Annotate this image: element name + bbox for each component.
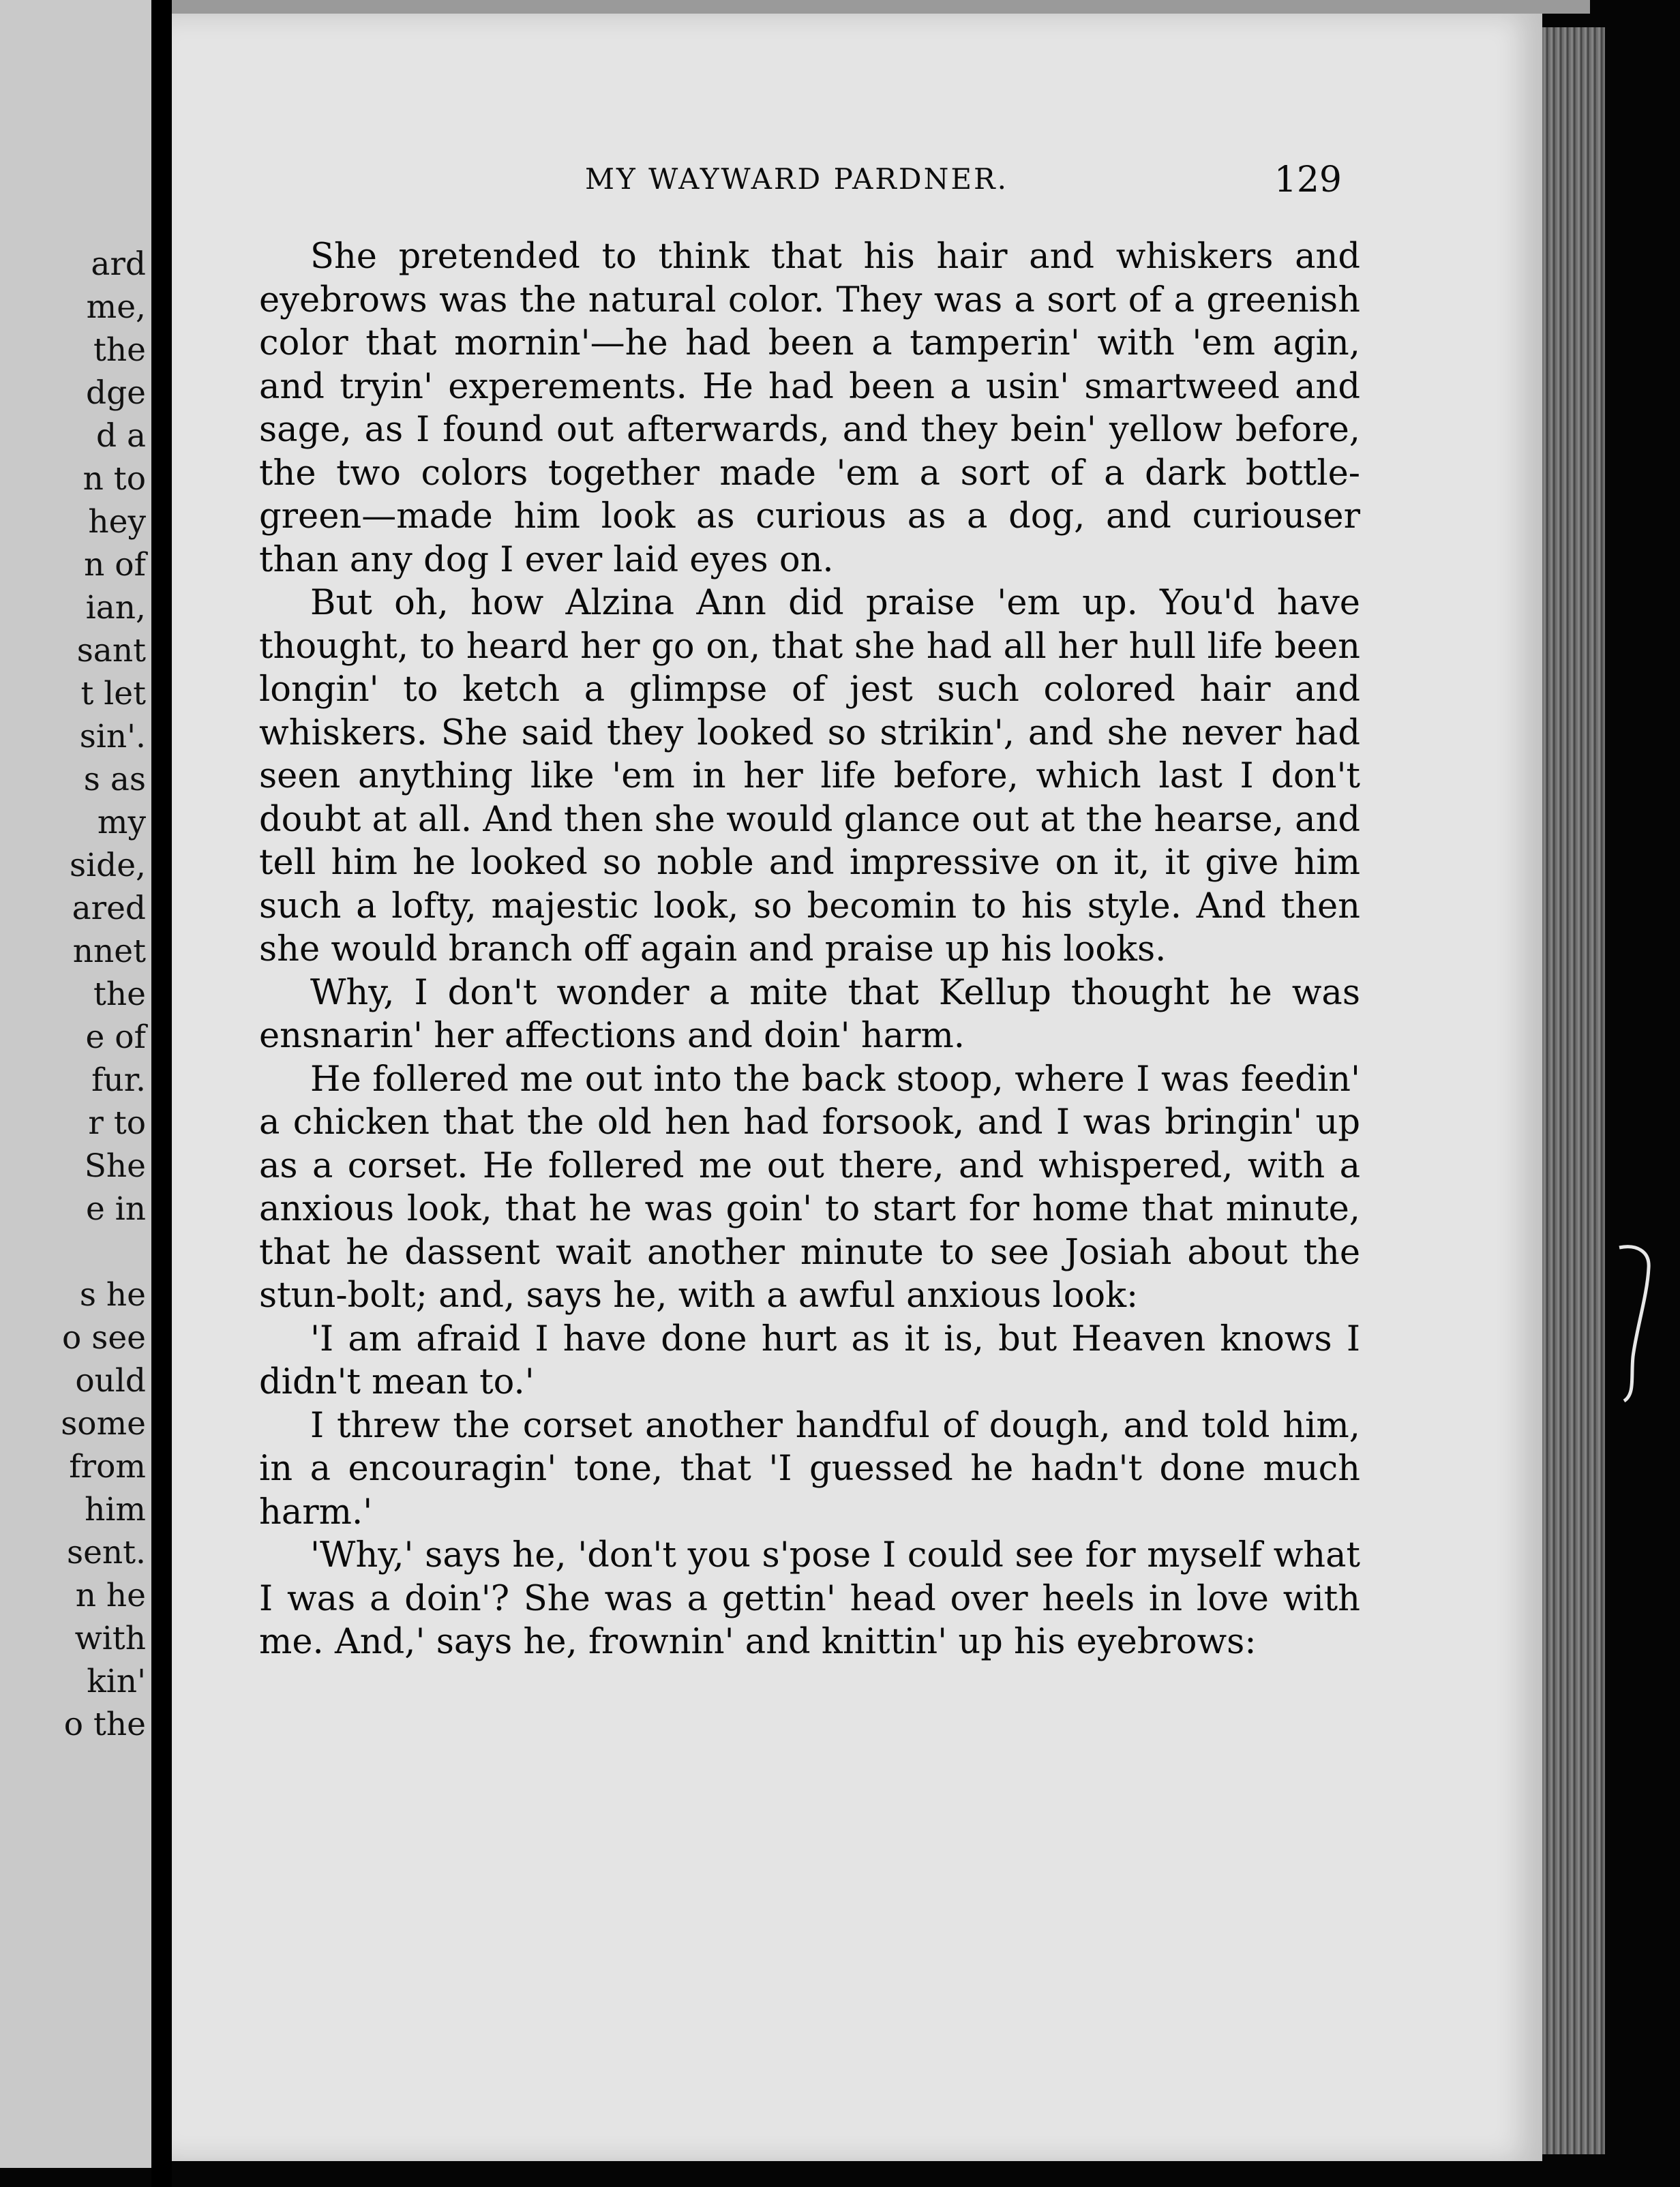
book-gutter	[151, 0, 172, 2187]
line-fragment: from	[69, 1448, 146, 1485]
line-fragment: o see	[62, 1319, 146, 1357]
line-fragment: side,	[70, 847, 146, 884]
line-fragment: dge	[86, 374, 146, 412]
left-facing-page	[0, 0, 151, 2168]
line-fragment: d a	[95, 417, 146, 455]
line-fragment: sent.	[66, 1534, 146, 1571]
page-number: 129	[1274, 160, 1342, 200]
margin-pencil-mark	[1616, 1241, 1657, 1404]
line-fragment: o the	[63, 1706, 146, 1743]
line-fragment: n he	[75, 1577, 146, 1614]
left-page-text-fragments	[61, 243, 146, 1746]
blank-line	[61, 1231, 146, 1273]
line-fragment: t let	[80, 675, 146, 712]
line-fragment: my	[97, 804, 146, 841]
line-fragment: ard	[91, 245, 146, 283]
line-fragment: e in	[85, 1190, 146, 1228]
line-fragment: n of	[84, 546, 146, 584]
paragraph: He follered me out into the back stoop, where I was feedin' a chicken that the old hen had forsook, and I was bringin' up as a corset. He follered me out there, and whispered, with a anxious look, that he was goin' to start for home that minute, that he dassent wait another minute to see Josiah about the stun-bolt; and, says he, with a awful anxious look:	[259, 1059, 1360, 1316]
paragraph: 'I am afraid I have done hurt as it is, but Heaven knows I didn't mean to.'	[259, 1318, 1360, 1402]
line-fragment: nnet	[72, 933, 146, 970]
line-fragment: with	[74, 1620, 146, 1657]
line-fragment: sant	[76, 632, 146, 669]
line-fragment: some	[61, 1405, 146, 1443]
line-fragment: the	[93, 976, 146, 1013]
paragraph: She pretended to think that his hair and whiskers and eyebrows was the natural color. They was a sort of a greenish color that mornin'—he had been a tamperin' with 'em agin, and tryin' experements. He had been a usin' smartweed and sage, as I found out afterwards, and they bein' yellow before, the two colors together made 'em a sort of a dark bottle-green—made him look as curious as a dog, and curiouser than any dog I ever laid eyes on.	[259, 237, 1360, 580]
line-fragment: s he	[79, 1276, 146, 1314]
line-fragment: n to	[82, 460, 146, 498]
line-fragment: him	[85, 1491, 146, 1528]
line-fragment: She	[84, 1147, 146, 1185]
line-fragment: e of	[85, 1019, 146, 1056]
running-title: MY WAYWARD PARDNER.	[585, 162, 1008, 196]
line-fragment: r to	[88, 1104, 146, 1142]
paragraph: 'Why,' says he, 'don't you s'pose I could see for myself what I was a doin'? She was a gettin' head over heels in love with me. And,' says he, frownin' and knittin' up his eyebrows:	[259, 1535, 1360, 1662]
line-fragment: kin'	[87, 1663, 146, 1700]
paragraph: I threw the corset another handful of dough, and told him, in a encouragin' tone, that 'I guessed he hadn't done much harm.'	[259, 1405, 1360, 1533]
paragraph: Why, I don't wonder a mite that Kellup thought he was ensnarin' her affections and doin' harm.	[259, 972, 1360, 1056]
page-body	[259, 235, 1360, 1664]
page-top-edge	[172, 0, 1590, 14]
line-fragment: me,	[86, 288, 146, 326]
line-fragment: s as	[83, 761, 146, 798]
paragraph: But oh, how Alzina Ann did praise 'em up. You'd have thought, to heard her go on, that she had all her hull life been longin' to ketch a glimpse of jest such colored hair and whiskers. She said they looked so strikin', and she never had seen anything like 'em in her life before, which last I don't doubt at all. And then she would glance out at the hearse, and tell him he looked so noble and impressive on it, it give him such a lofty, majestic look, so becomin to his style. And then she would branch off again and praise up his looks.	[259, 583, 1360, 969]
running-head	[409, 154, 1350, 209]
line-fragment: ould	[75, 1362, 146, 1400]
line-fragment: ian,	[85, 589, 146, 627]
line-fragment: sin'.	[79, 718, 146, 755]
page-edges	[1542, 27, 1605, 2154]
line-fragment: the	[93, 331, 146, 369]
line-fragment: ared	[72, 890, 146, 927]
line-fragment: fur.	[91, 1061, 146, 1099]
line-fragment: hey	[88, 503, 146, 541]
